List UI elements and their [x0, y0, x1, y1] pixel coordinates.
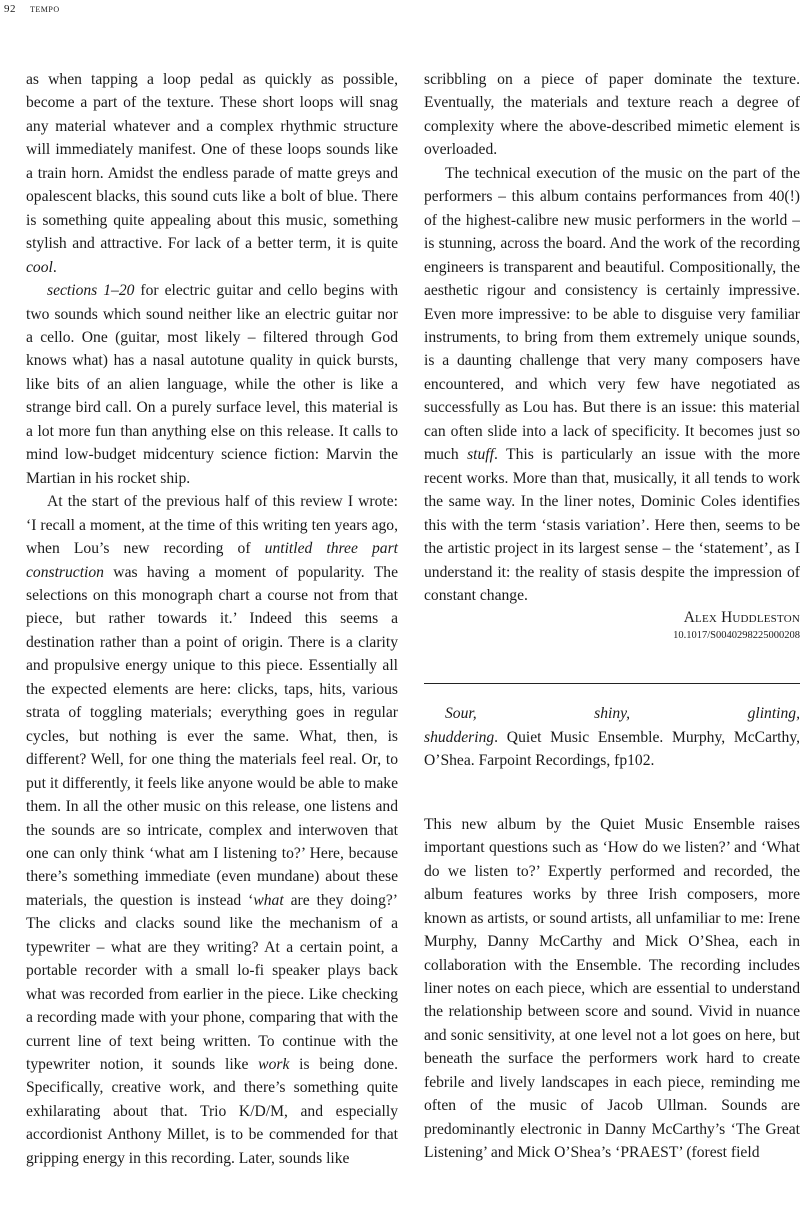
paragraph: At the start of the previous half of this review I wrote: ‘I recall a moment, at the time of this writing ten years ago, when Lou’s new recording of untitled three part construction was having a moment of popularity. The selections on this monograph chart a course not from that piece, but rather towards it.’ Indeed this seems a destination rather than a point of origin. There is a clarity and propulsive energy unique to this piece. Essentially all the expected elements are here: clicks, taps, hits, various strata of toggling materials; everything goes in regular cycles, but nothing is ever the same. What, then, is different? Well, for one thing the materials feel real. Or, to put it differently, it feels like anyone would be able to make them. In all the other music on this release, one listens and the sounds are so intricate, complex and interwoven that one can only think ‘what am I listening to?’ Here, because there’s something immediate (even mundane) about these materials, the question is instead ‘what are they doing?’ The clicks and clacks sound like the mechanism of a typewriter – what are they writing? At a certain point, a portable recorder with a small lo-fi speaker plays back what was recorded from earlier in the piece. Like checking a recording made with your phone, comparing that with the current line of text being written. To continue with the typewriter notion, it sounds like work is being done. Specifically, creative work, and there’s something quite exhilarating about that. Trio K/D/M, and especially accordionist Anthony Millet, is to be commended for that gripping energy in this recording. Later, sounds like — [26, 493, 398, 1167]
left-column — [26, 68, 398, 1170]
right-column — [424, 68, 800, 1165]
section-divider — [424, 683, 800, 684]
author-signature: Alex Huddleston — [683, 609, 800, 627]
paragraph: The technical execution of the music on the part of the performers – this album contains performances from 40(!) of the highest-calibre new music performers in the world – is stunning, across the board. And the work of the recording engineers is transparent and beautiful. Compositionally, the aesthetic rigour and consistency is certainly impressive. Even more impressive: to be able to disguise very familiar instruments, to bring from them extremely unique sounds, is a daunting challenge that very many composers have encountered, and which very few have negotiated as successfully as Lou has. But there is an issue: this material can often slide into a lack of specificity. It becomes just so much stuff. This is particularly an issue with the more recent works. More than that, musically, it all tends to work the same way. In the liner notes, Dominic Coles identifies this with the term ‘stasis variation’. Here then, seems to be the artistic project in its largest sense – the ‘statement’, as I understand it: the reality of stasis despite the impression of constant change. — [424, 164, 800, 604]
doi-link[interactable]: 10.1017/S0040298225000208 — [673, 630, 800, 642]
journal-name: tempo — [30, 3, 60, 15]
paragraph: sections 1–20 for electric guitar and cello begins with two sounds which sound neither like an electric guitar nor a cello. One (guitar, most likely – filtered through God knows what) has a nasal autotune quality in quick bursts, like bits of an alien language, while the other is like a strange bird call. On a purely surface level, this material is a lot more fun than anything else on this release. It calls to mind low-budget midcentury science fiction: Marvin the Martian in his rocket ship. — [26, 282, 398, 487]
running-header — [0, 0, 800, 22]
review-citation: Sour, shiny, glinting, shuddering. Quiet Music Ensemble. Murphy, McCarthy, O’Shea. Farpoint Recordings, fp102. — [424, 705, 800, 770]
paragraph: as when tapping a loop pedal as quickly as possible, become a part of the texture. These short loops will snag any material whatever and a complex rhythmic structure will immediately manifest. One of these loops sounds like a train horn. Amidst the endless parade of matte greys and opalescent blacks, this sound cuts like a bolt of blue. There is something quite appealing about this music, something stylish and attractive. For lack of a better term, it is quite cool. — [26, 71, 398, 276]
paragraph: This new album by the Quiet Music Ensemble raises important questions such as ‘How do we listen?’ and ‘What do we listen to?’ Expertly performed and recorded, the album features works by three Irish composers, more known as artists, or sound artists, all unfamiliar to me: Irene Murphy, Danny McCarthy and Mick O’Shea, each in collaboration with the Ensemble. The recording includes liner notes on each piece, which are essential to understand the relationship between score and sound. Vivid in nuance and sonic sensitivity, at one level not a lot goes on here, but beneath the surface the performers work hard to create febrile and lively landscapes in each piece, reminding me often of the music of Jacob Ullman. Sounds are predominantly electronic in Danny McCarthy’s ‘The Great Listening’ and Mick O’Shea’s ‘PRAEST’ (forest field — [424, 815, 800, 1162]
paragraph: scribbling on a piece of paper dominate the texture. Eventually, the materials and texture reach a degree of complexity where the above-described mimetic element is overloaded. — [424, 71, 800, 159]
page-number: 92 — [4, 3, 16, 15]
album-title: Sour, shiny, glinting, shuddering — [424, 705, 800, 746]
